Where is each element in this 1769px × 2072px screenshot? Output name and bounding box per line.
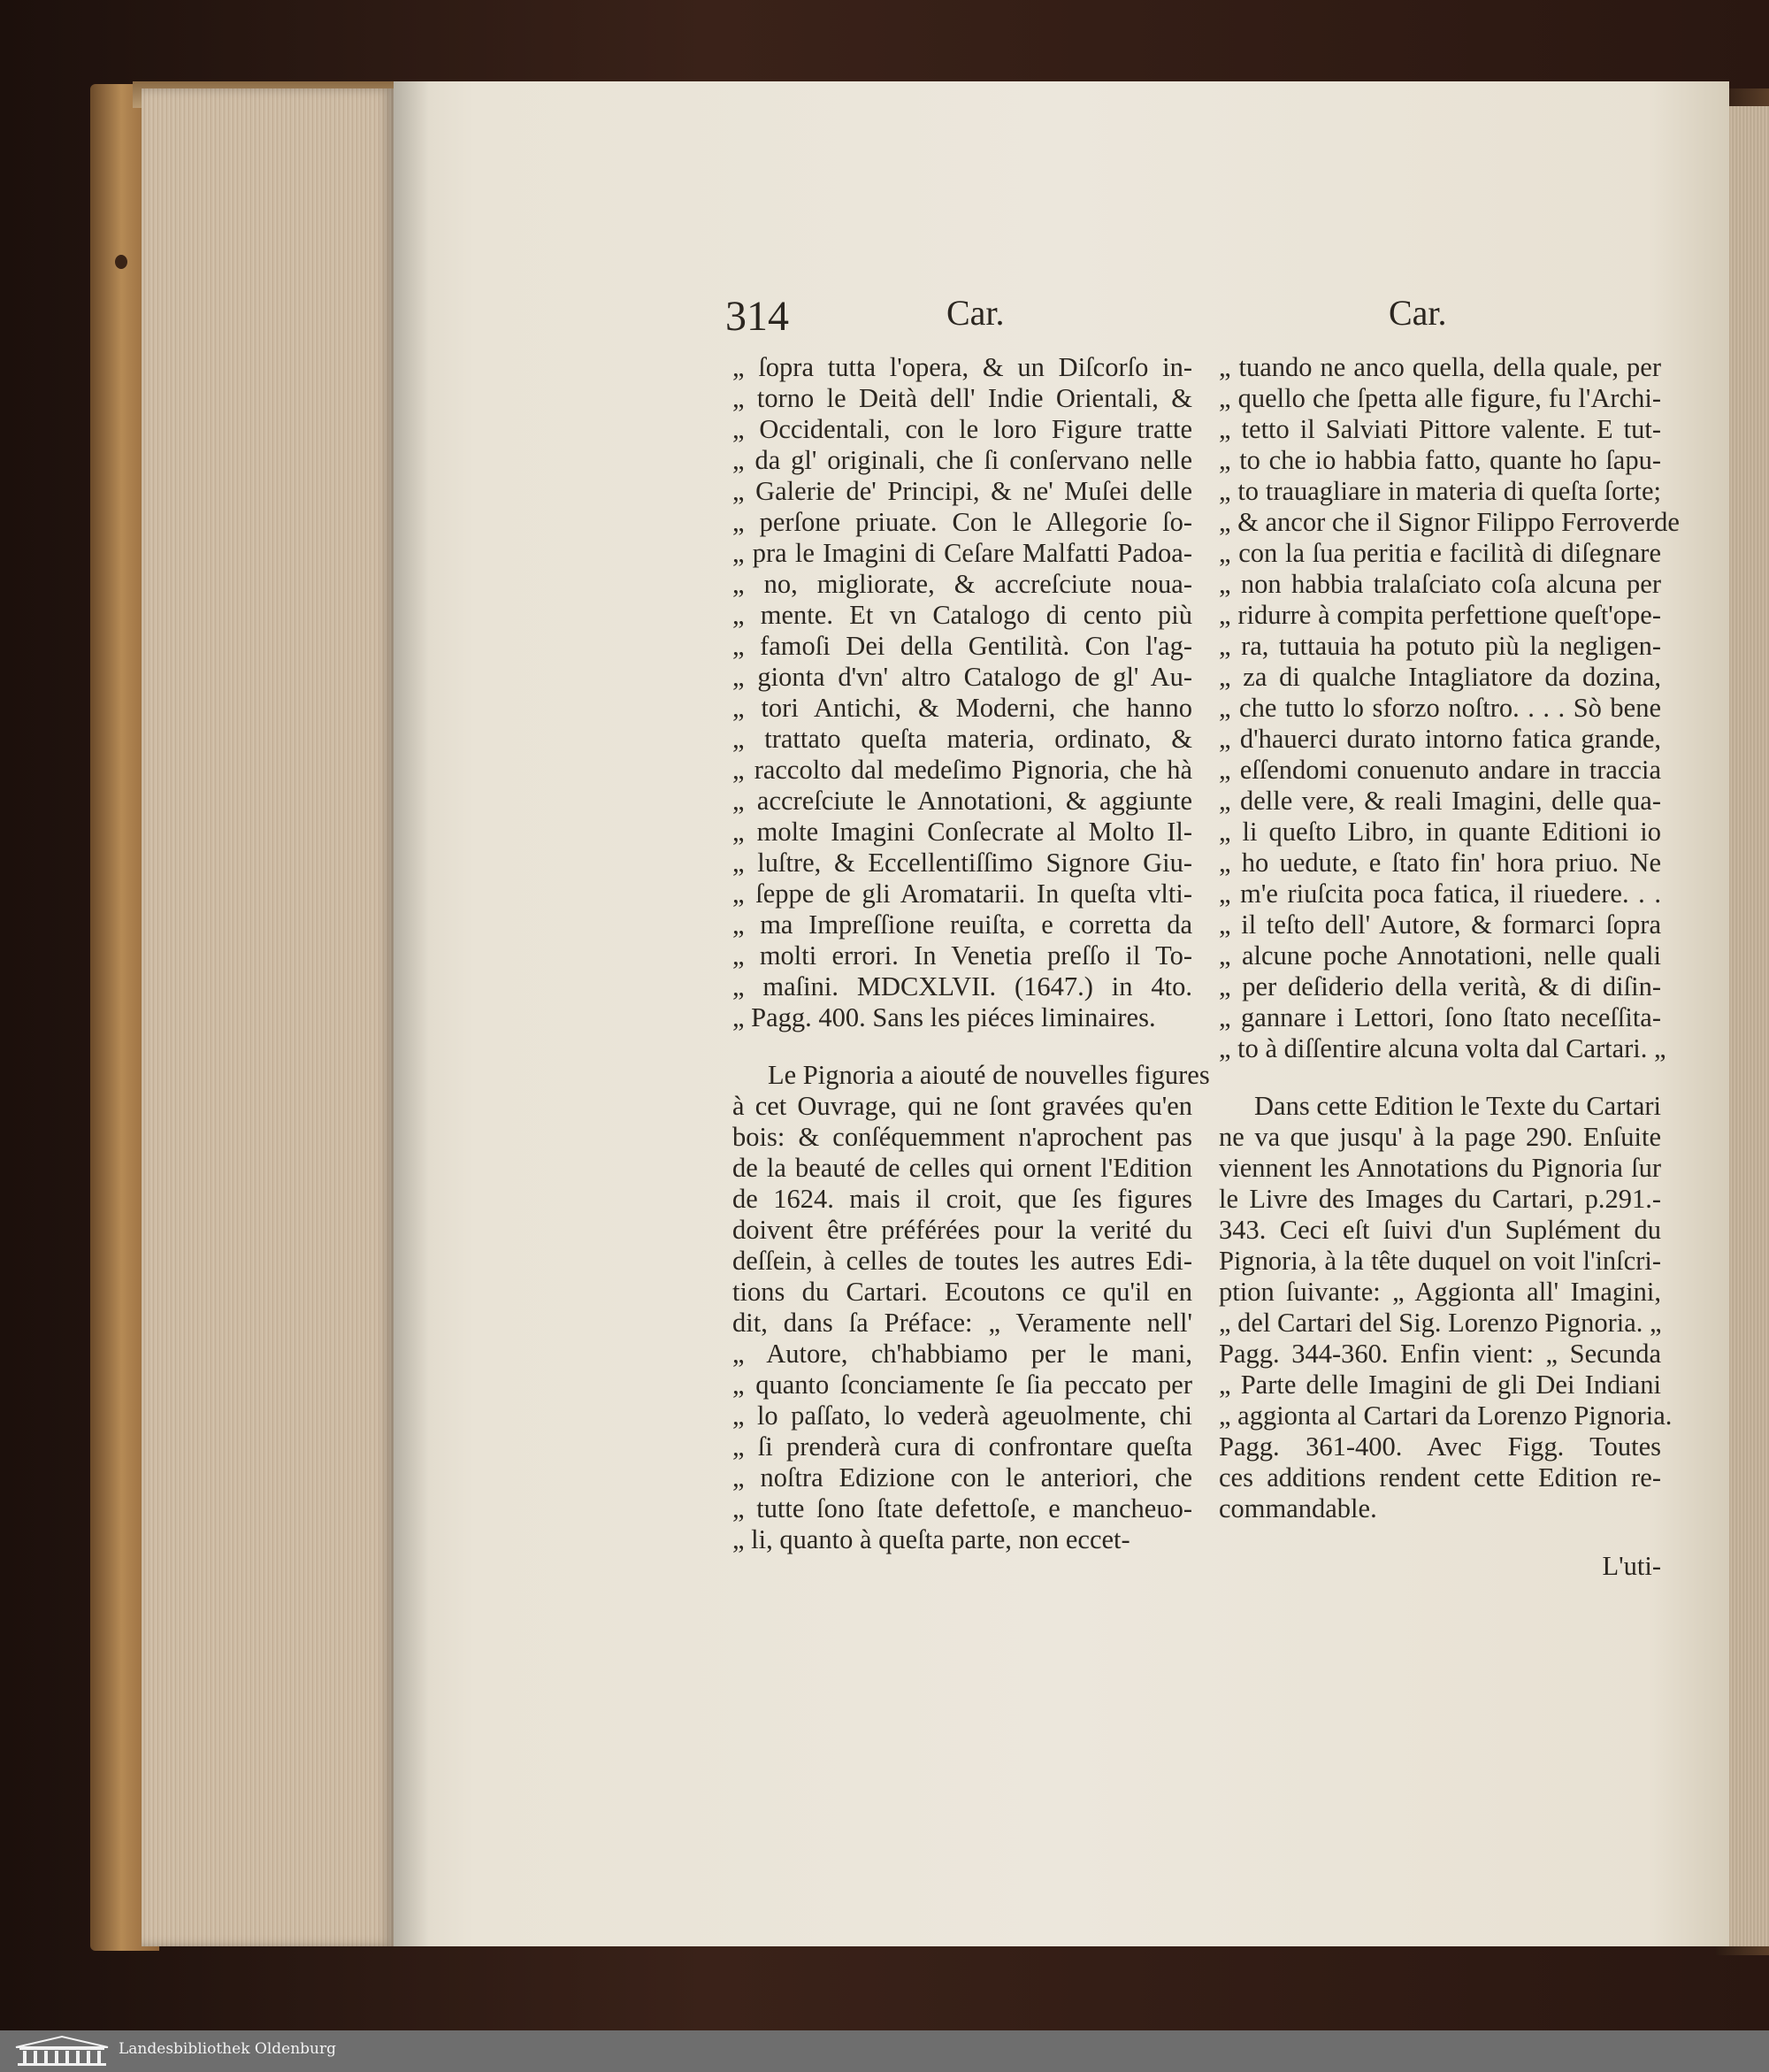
text-line: „ molti errori. In Venetia preſſo il To- xyxy=(732,940,1192,971)
text-line: „ za di qualche Intagliatore da dozina, xyxy=(1219,662,1661,692)
text-line: „ torno le Deità dell' Indie Orientali, & xyxy=(732,383,1192,413)
text-line: „ to à diſſentire alcuna volta dal Cartari. „ xyxy=(1219,1033,1666,1063)
text-line: ne va que jusqu' à la page 290. Enſuite xyxy=(1219,1122,1661,1152)
text-line: „ del Cartari del Sig. Lorenzo Pignoria. „ xyxy=(1219,1308,1662,1338)
right-page-edge xyxy=(1729,106,1769,1946)
text-line: „ pra le Imagini di Ceſare Malfatti Padoa- xyxy=(732,538,1192,568)
text-line: „ ſopra tutta l'opera, & un Diſcorſo in- xyxy=(732,352,1192,382)
text-line: „ mente. Et vn Catalogo di cento più xyxy=(732,600,1192,630)
text-line: „ ſeppe de gli Aromatarii. In queſta vlti- xyxy=(732,879,1192,909)
text-line: „ Occidentali, con le loro Figure tratte xyxy=(732,414,1192,444)
library-name: Landesbibliothek Oldenburg xyxy=(119,2040,337,2058)
text-line: doivent être préférées pour la verité du xyxy=(732,1215,1192,1245)
text-line: deſſein, à celles de toutes les autres Edi- xyxy=(732,1246,1192,1276)
text-line: 343. Ceci eſt ſuivi d'un Suplément du xyxy=(1219,1215,1661,1245)
text-line: „ ridurre à compita perfettione queſt'ope- xyxy=(1219,600,1661,630)
text-line: „ che tutto lo sforzo noſtro. . . . Sò bene xyxy=(1219,693,1661,723)
text-line: „ luſtre, & Eccellentiſſimo Signore Giu- xyxy=(732,848,1192,878)
text-line: viennent les Annotations du Pignoria ſur xyxy=(1219,1153,1661,1183)
right-text-column xyxy=(1219,352,1680,1582)
text-line: de 1624. mais il croit, que ſes figures xyxy=(732,1184,1192,1214)
text-line: commandable. xyxy=(1219,1493,1377,1523)
text-line xyxy=(1219,1064,1661,1091)
text-line: „ ra, tuttauia ha potuto più la negligen- xyxy=(1219,631,1661,661)
text-line: „ to che io habbia fatto, quante ho ſapu- xyxy=(1219,445,1661,475)
text-line: Le Pignoria a aiouté de nouvelles figures xyxy=(768,1060,1210,1090)
text-line: „ li queſto Libro, in quante Editioni io xyxy=(1219,817,1661,847)
text-line: „ eſſendomi conuenuto andare in traccia xyxy=(1219,755,1661,785)
text-line: „ li, quanto à queſta parte, non eccet- xyxy=(732,1524,1130,1554)
text-line: Pagg. 361-400. Avec Figg. Toutes xyxy=(1219,1431,1661,1462)
text-line: „ trattato queſta materia, ordinato, & xyxy=(732,724,1192,754)
text-line: „ per deſiderio della verità, & di diſin- xyxy=(1219,971,1661,1001)
library-building-icon xyxy=(12,2035,111,2067)
text-line: „ d'hauerci durato intorno fatica grande, xyxy=(1219,724,1661,754)
text-line: „ il teſto dell' Autore, & formarci ſopra xyxy=(1219,909,1661,940)
text-line: Pignoria, à la tête duquel on voit l'inſcri- xyxy=(1219,1246,1661,1276)
text-line: „ non habbia tralaſciato coſa alcuna per xyxy=(1219,569,1661,599)
text-line: „ famoſi Dei della Gentilità. Con l'ag- xyxy=(732,631,1192,661)
text-line: „ ſi prenderà cura di confrontare queſta xyxy=(732,1431,1192,1462)
text-line: ces additions rendent cette Edition re- xyxy=(1219,1462,1661,1493)
text-line xyxy=(732,1033,1192,1060)
text-line: „ to trauagliare in materia di queſta ſorte; xyxy=(1219,476,1661,506)
text-line: „ alcune poche Annotationi, nelle quali xyxy=(1219,940,1661,971)
text-line xyxy=(1219,1524,1661,1551)
text-line: „ delle vere, & reali Imagini, delle qua- xyxy=(1219,786,1661,816)
text-line: „ molte Imagini Conſecrate al Molto Il- xyxy=(732,817,1192,847)
text-line: „ perſone priuate. Con le Allegorie ſo- xyxy=(732,507,1192,537)
text-line: „ noſtra Edizione con le anteriori, che xyxy=(732,1462,1192,1493)
text-line: ption ſuivante: „ Aggionta all' Imagini, xyxy=(1219,1277,1661,1307)
text-line: „ tutte ſono ſtate defettoſe, e mancheuo- xyxy=(732,1493,1192,1523)
text-line: „ Pagg. 400. Sans les piéces liminaires. xyxy=(732,1002,1156,1032)
text-line: „ m'e riuſcita poca fatica, il riuedere. . . xyxy=(1219,879,1661,909)
cover-hole xyxy=(115,255,127,269)
text-line: „ con la ſua peritia e facilità di diſegnare xyxy=(1219,538,1661,568)
gutter-shadow xyxy=(394,81,429,1946)
text-line: dit, dans ſa Préface: „ Veramente nell' xyxy=(732,1308,1192,1338)
text-line: „ lo paſſato, lo vederà ageuolmente, chi xyxy=(732,1401,1192,1431)
text-line: Dans cette Edition le Texte du Cartari xyxy=(1254,1091,1661,1121)
text-line: „ ma Impreſſione reuiſta, e corretta da xyxy=(732,909,1192,940)
text-line: „ tetto il Salviati Pittore valente. E tut- xyxy=(1219,414,1661,444)
text-line: „ da gl' originali, che ſi conſervano nelle xyxy=(732,445,1192,475)
text-line: „ ho uedute, e ſtato fin' hora priuo. Ne xyxy=(1219,848,1661,878)
text-line: „ Autore, ch'habbiamo per le mani, xyxy=(732,1339,1192,1369)
text-line: „ & ancor che il Signor Filippo Ferroverde xyxy=(1219,507,1680,537)
text-line: „ Galerie de' Principi, & ne' Muſei delle xyxy=(732,476,1192,506)
text-line: „ Parte delle Imagini de gli Dei Indiani xyxy=(1219,1370,1661,1400)
text-line: „ no, migliorate, & accreſciute noua- xyxy=(732,569,1192,599)
text-line: „ gannare i Lettori, ſono ſtato neceſſita- xyxy=(1219,1002,1661,1032)
text-line: „ quanto ſconciamente ſe ſia peccato per xyxy=(732,1370,1192,1400)
text-line: „ maſini. MDCXLVII. (1647.) in 4to. xyxy=(732,971,1192,1001)
left-text-column xyxy=(732,352,1210,1555)
text-line: „ gionta d'vn' altro Catalogo de gl' Au- xyxy=(732,662,1192,692)
running-head-right: Car. xyxy=(1389,293,1447,333)
text-line: „ accreſciute le Annotationi, & aggiunte xyxy=(732,786,1192,816)
text-line: L'uti- xyxy=(1602,1551,1661,1581)
text-line: à cet Ouvrage, qui ne ſont gravées qu'en xyxy=(732,1091,1192,1121)
text-line: „ tuando ne anco quella, della quale, per xyxy=(1219,352,1661,382)
page-block-edge xyxy=(142,88,394,1946)
running-head-left: Car. xyxy=(946,293,1005,333)
text-line: „ tori Antichi, & Moderni, che hanno xyxy=(732,693,1192,723)
page-number: 314 xyxy=(725,293,789,340)
text-line: „ aggionta al Cartari da Lorenzo Pignoria. xyxy=(1219,1401,1673,1431)
text-line: „ quello che ſpetta alle figure, fu l'Archi- xyxy=(1219,383,1661,413)
text-line: de la beauté de celles qui ornent l'Edition xyxy=(732,1153,1192,1183)
text-line: Pagg. 344-360. Enfin vient: „ Secunda xyxy=(1219,1339,1661,1369)
text-line: le Livre des Images du Cartari, p.291.- xyxy=(1219,1184,1661,1214)
text-line: „ raccolto dal medeſimo Pignoria, che hà xyxy=(732,755,1192,785)
text-line: tions du Cartari. Ecoutons ce qu'il en xyxy=(732,1277,1192,1307)
text-line: bois: & conſéquemment n'aprochent pas xyxy=(732,1122,1192,1152)
